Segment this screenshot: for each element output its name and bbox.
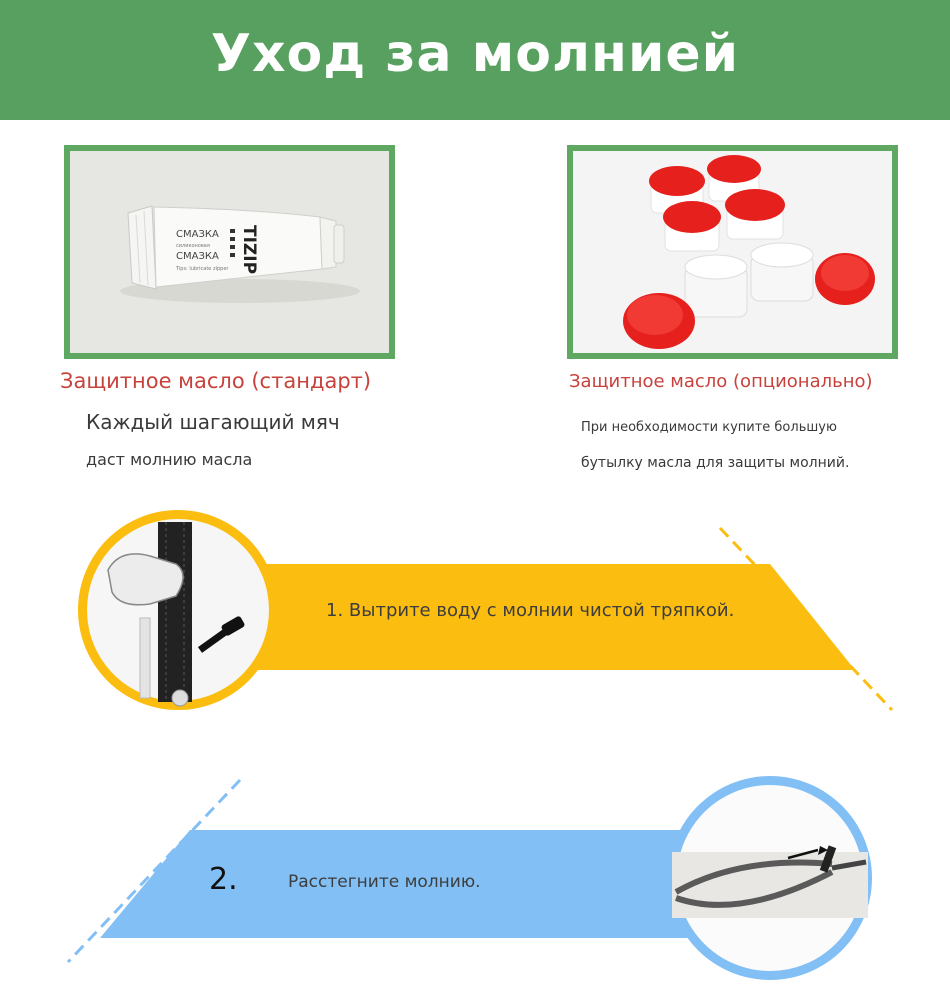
tube-label-small: силиконовая [176, 243, 210, 249]
lubricant-tube-photo [64, 145, 395, 359]
step2-open-zipper-image [672, 845, 868, 918]
standard-oil-caption: Защитное масло (стандарт) [60, 369, 372, 393]
tube-brand: TIZIP [239, 225, 259, 275]
optional-oil-description-line1: При необходимости купите большую [581, 420, 837, 435]
step2-number: 2. [209, 862, 238, 897]
tube-label-1: СМАЗКА [176, 229, 219, 240]
steps-graphic [0, 500, 950, 998]
page-title: Уход за молнией [210, 24, 740, 84]
oil-jars-photo [567, 145, 898, 359]
optional-oil-caption: Защитное масло (опционально) [569, 371, 873, 392]
lubricant-tube-image [70, 151, 389, 353]
optional-oil-description-line2: бутылку масла для защиты молний. [581, 455, 850, 471]
tube-label-2: СМАЗКА [176, 251, 219, 262]
standard-oil-description-line1: Каждый шагающий мяч [86, 410, 340, 434]
step2-instruction: Расстегните молнию. [288, 872, 481, 892]
standard-oil-description-line2: даст молнию масла [86, 450, 253, 469]
oil-jars-image [573, 151, 892, 353]
step1-instruction: 1. Вытрите воду с молнии чистой тряпкой. [326, 600, 735, 621]
header-banner [0, 0, 950, 120]
tube-label-3: Tips: lubricate zipper [176, 266, 229, 272]
